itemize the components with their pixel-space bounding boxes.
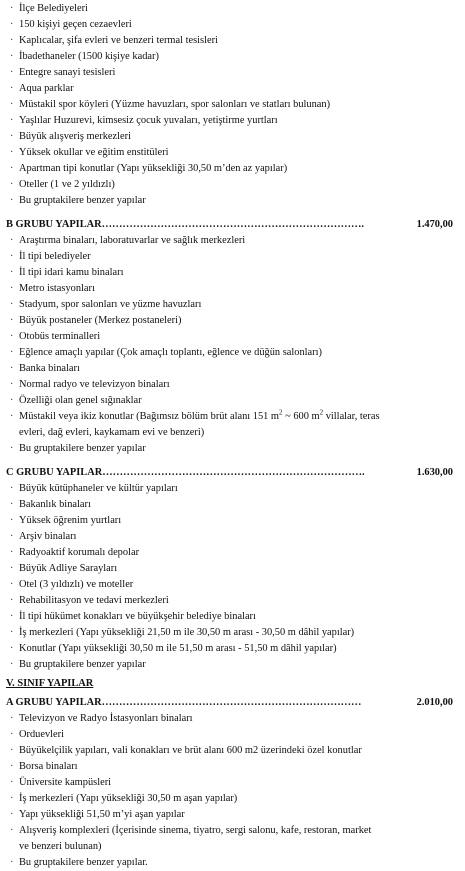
- bullet: ·: [10, 777, 14, 788]
- bullet: ·: [10, 443, 14, 454]
- bullet: ·: [10, 179, 14, 190]
- list-item: · Bakanlık binaları: [6, 497, 457, 513]
- list-item: · Normal radyo ve televizyon binaları: [6, 377, 457, 393]
- list-item: · Banka binaları: [6, 361, 457, 377]
- group-title: B GRUBU YAPILAR………………………………………………………………….: [6, 219, 365, 230]
- c-group-list: [6, 481, 457, 673]
- bullet: ·: [10, 315, 14, 326]
- list-item: · Televizyon ve Radyo İstasyonları binaları: [6, 711, 457, 727]
- bullet: ·: [10, 35, 14, 46]
- list-item: · Özelliği olan genel sığınaklar: [6, 393, 457, 409]
- bullet: ·: [10, 499, 14, 510]
- list-item: · Müstakil spor köyleri (Yüzme havuzları, spor salonları ve statları bulunan): [6, 97, 457, 113]
- list-item: · Radyoaktif korumalı depolar: [6, 545, 457, 561]
- bullet: ·: [10, 809, 14, 820]
- group-amount: 1.470,00: [416, 219, 453, 230]
- bullet: ·: [10, 331, 14, 342]
- list-item: · Bu gruptakilere benzer yapılar: [6, 193, 457, 209]
- bullet: ·: [10, 611, 14, 622]
- group-heading-a: [6, 694, 457, 711]
- list-item: · Metro istasyonları: [6, 281, 457, 297]
- list-item: · Entegre sanayi tesisleri: [6, 65, 457, 81]
- list-item: · İbadethaneler (1500 kişiye kadar): [6, 49, 457, 65]
- bullet: ·: [10, 83, 14, 94]
- list-item: · İl tipi belediyeler: [6, 249, 457, 265]
- bullet: ·: [10, 825, 14, 836]
- bullet: ·: [10, 51, 14, 62]
- list-item: · Yüksek okullar ve eğitim enstitüleri: [6, 145, 457, 161]
- list-item: · Stadyum, spor salonları ve yüzme havuzları: [6, 297, 457, 313]
- list-item: · Bu gruptakilere benzer yapılar.: [6, 855, 457, 871]
- bullet: ·: [10, 547, 14, 558]
- list-item: · Büyük alışveriş merkezleri: [6, 129, 457, 145]
- list-item: · Eğlence amaçlı yapılar (Çok amaçlı toplantı, eğlence ve düğün salonları): [6, 345, 457, 361]
- group-heading-b: [6, 216, 457, 233]
- list-item: · Arşiv binaları: [6, 529, 457, 545]
- list-item: · İl tipi hükümet konakları ve büyükşehir belediye binaları: [6, 609, 457, 625]
- bullet: ·: [10, 515, 14, 526]
- bullet: ·: [10, 299, 14, 310]
- bullet: ·: [10, 761, 14, 772]
- bullet: ·: [10, 857, 14, 868]
- list-item: · Üniversite kampüsleri: [6, 775, 457, 791]
- bullet: ·: [10, 379, 14, 390]
- group-amount: 1.630,00: [416, 467, 453, 478]
- section-heading: V. SINIF YAPILAR: [6, 678, 94, 689]
- list-item: · İl tipi idari kamu binaları: [6, 265, 457, 281]
- list-item: · Apartman tipi konutlar (Yapı yüksekliği 30,50 m’den az yapılar): [6, 161, 457, 177]
- bullet: ·: [10, 347, 14, 358]
- list-item: · Yapı yüksekliği 51,50 m’yi aşan yapılar: [6, 807, 457, 823]
- list-item: · Bu gruptakilere benzer yapılar: [6, 441, 457, 457]
- group-amount: 2.010,00: [416, 697, 453, 708]
- list-item: · Büyük kütüphaneler ve kültür yapıları: [6, 481, 457, 497]
- group-title: A GRUBU YAPILAR…………………………………………………………………: [6, 697, 362, 708]
- bullet: ·: [10, 627, 14, 638]
- group-title: C GRUBU YAPILAR………………………………………………………………….: [6, 467, 365, 478]
- bullet: ·: [10, 19, 14, 30]
- list-item: · Orduevleri: [6, 727, 457, 743]
- bullet: ·: [10, 251, 14, 262]
- list-item: · Otobüs terminalleri: [6, 329, 457, 345]
- list-item: · İlçe Belediyeleri: [6, 1, 457, 17]
- list-item-continuation: ve benzeri bulunan): [19, 841, 102, 852]
- list-item: · Alışveriş komplexleri (İçerisinde sinema, tiyatro, sergi salonu, kafe, restoran, market: [6, 823, 457, 839]
- bullet: ·: [10, 67, 14, 78]
- list-item: · Konutlar (Yapı yüksekliği 30,50 m ile 51,50 m arası - 51,50 m dâhil yapılar): [6, 641, 457, 657]
- bullet: ·: [10, 99, 14, 110]
- list-item: · Yüksek öğrenim yurtları: [6, 513, 457, 529]
- bullet: ·: [10, 363, 14, 374]
- list-item: · Oteller (1 ve 2 yıldızlı): [6, 177, 457, 193]
- list-item: · Borsa binaları: [6, 759, 457, 775]
- bullet: ·: [10, 745, 14, 756]
- list-item: · 150 kişiyi geçen cezaevleri: [6, 17, 457, 33]
- list-item: · İş merkezleri (Yapı yüksekliği 30,50 m aşan yapılar): [6, 791, 457, 807]
- list-item: · İş merkezleri (Yapı yüksekliği 21,50 m ile 30,50 m arası - 30,50 m dâhil yapılar): [6, 625, 457, 641]
- bullet: ·: [10, 131, 14, 142]
- bullet: ·: [10, 659, 14, 670]
- list-item: · Büyük Adliye Sarayları: [6, 561, 457, 577]
- b-group-list: [6, 233, 457, 457]
- intro-list: [6, 1, 457, 209]
- list-item-continuation: evleri, dağ evleri, kaykamam evi ve benzeri): [19, 427, 205, 438]
- bullet: ·: [10, 163, 14, 174]
- bullet: ·: [10, 713, 14, 724]
- list-item: · Otel (3 yıldızlı) ve moteller: [6, 577, 457, 593]
- bullet: ·: [10, 147, 14, 158]
- bullet: ·: [10, 235, 14, 246]
- bullet: ·: [10, 729, 14, 740]
- bullet: ·: [10, 483, 14, 494]
- list-item: · Araştırma binaları, laboratuvarlar ve sağlık merkezleri: [6, 233, 457, 249]
- bullet: ·: [10, 411, 14, 422]
- list-item: · Büyük postaneler (Merkez postaneleri): [6, 313, 457, 329]
- group-heading-c: [6, 464, 457, 481]
- list-item: · Müstakil veya ikiz konutlar (Bağımsız bölüm brüt alanı 151 $m^2$ ~ 600 $m^2$ villalar, teras: [6, 409, 457, 425]
- list-item: · Aqua parklar: [6, 81, 457, 97]
- bullet: ·: [10, 267, 14, 278]
- bullet: ·: [10, 115, 14, 126]
- list-item: · Kaplıcalar, şifa evleri ve benzeri termal tesisleri: [6, 33, 457, 49]
- bullet: ·: [10, 395, 14, 406]
- bullet: ·: [10, 195, 14, 206]
- list-item: · Rehabilitasyon ve tedavi merkezleri: [6, 593, 457, 609]
- list-item: · Büyükelçilik yapıları, vali konakları ve brüt alanı 600 m2 üzerindeki özel konutlar: [6, 743, 457, 759]
- bullet: ·: [10, 3, 14, 14]
- bullet: ·: [10, 283, 14, 294]
- bullet: ·: [10, 579, 14, 590]
- bullet: ·: [10, 595, 14, 606]
- list-item: · Bu gruptakilere benzer yapılar: [6, 657, 457, 673]
- a-group-list: [6, 711, 457, 871]
- bullet: ·: [10, 531, 14, 542]
- bullet: ·: [10, 643, 14, 654]
- list-item: · Yaşlılar Huzurevi, kimsesiz çocuk yuvaları, yetiştirme yurtları: [6, 113, 457, 129]
- bullet: ·: [10, 563, 14, 574]
- bullet: ·: [10, 793, 14, 804]
